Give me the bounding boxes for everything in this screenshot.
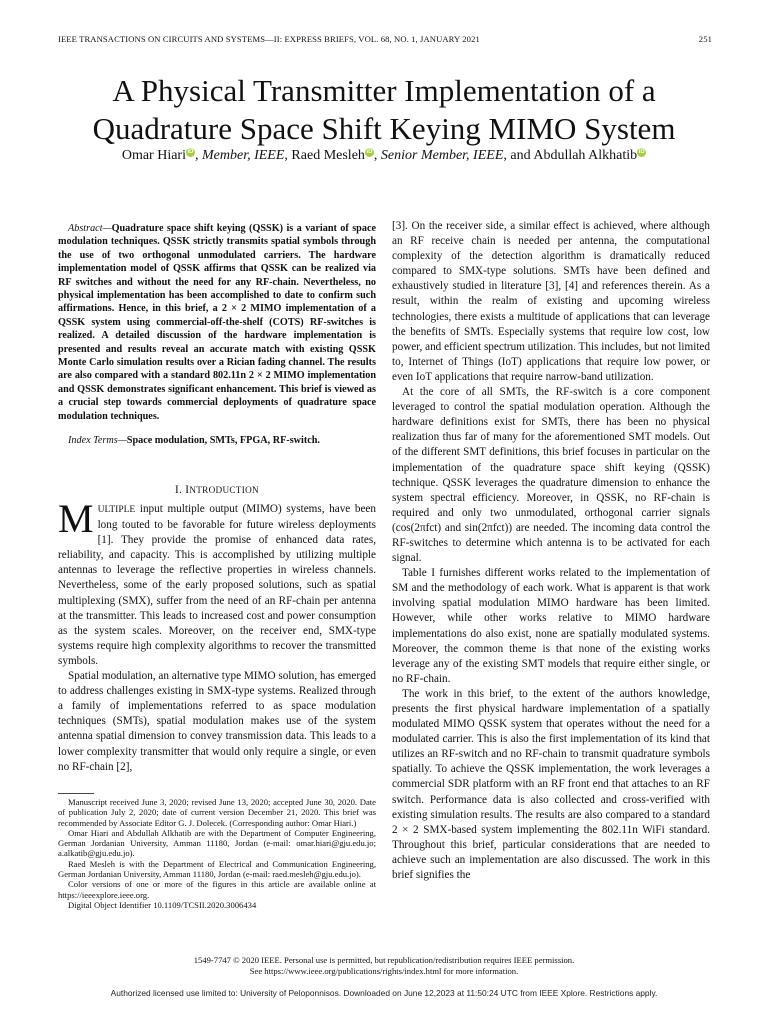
footnote-color: Color versions of one or more of the figures in this article are available online at https://ieeexplore.ieee.org. <box>58 879 376 900</box>
author-2-role: Senior Member, IEEE <box>380 148 504 163</box>
footnote-affiliation-2: Raed Mesleh is with the Department of Electrical and Communication Engineering, German Jordanian University, Amman 11180, Jordan (e-mail: raed.mesleh@gju.edu.jo). <box>58 858 376 880</box>
right-paragraph-4: The work in this brief, to the extent of the authors knowledge, presents the first physical hardware implementation of a spatially modulated MIMO QSSK system that operates without the need for a modulated carrier. This is also the first implementation of its kind that utilizes an RF-switch and no RF-chain to transmit quadrature symbols spatially. To achieve the QSSK implementation, the work leverages a commercial SDR platform with an RF front end that attaches to an RF switch. Performance data is also collected and cross-verified with existing simulation results. The results are also compared to a standard 2 × 2 SMX-based system implementing the 802.11n WiFi standard. Throughout this brief, particular considerations that are needed to achieve such an implementation are also discussed. The work in this brief signifies the <box>392 687 710 882</box>
paper-title <box>40 72 728 148</box>
footnote-rule <box>58 793 94 794</box>
running-header <box>58 34 712 48</box>
title-line-1: A Physical Transmitter Implementation of a <box>112 73 656 108</box>
intro-paragraph-2: Spatial modulation, an alternative type MIMO solution, has emerged to address challenges existing in SMX-type systems. Realized through a family of implementations referred to as space modulation techniques (SMTs), spatial modulation makes use of the system antenna spatial dimension to convey transmission data. This leads to a lower complexity transmitter that would only require a single, or even no RF-chain [2], <box>58 670 377 773</box>
index-terms <box>58 434 376 447</box>
footnote-affiliation-1: Omar Hiari and Abdullah Alkhatib are with the Department of Computer Engineering, German Jordanian University, Amman 11180, Jordan (e-mail: omar.hiari@gju.edu.jo; a.alkatib@gju.edu.jo). <box>58 827 376 859</box>
separator: , <box>373 148 381 163</box>
footnote-manuscript: Manuscript received June 3, 2020; revised June 13, 2020; accepted June 30, 2020. Date of publication July 2, 2020; date of current version December 21, 2020. This brief was recommended by Associate Editor G. J. Dolecek. (Corresponding author: Omar Hiari.) <box>58 797 376 828</box>
author-1: Omar Hiari <box>121 148 186 163</box>
author-2: Raed Mesleh <box>291 148 365 163</box>
author-3: Abdullah Alkhatib <box>533 148 638 163</box>
drop-cap: M <box>58 496 94 541</box>
abstract <box>58 222 376 423</box>
page-number: 251 <box>698 34 712 44</box>
right-paragraph-1: [3]. On the receiver side, a similar effect is achieved, where although an RF receive chain is needed per antenna, the computational complexity of the detection algorithm is dramatically reduced compared to SMX-type solutions. SMTs have been defined and exhaustively studied in literature [3], [4] and references therein. As a result, within the realm of existing and upcoming wireless technologies, there exists a multitude of applications that can leverage the benefits of SMTs. Especially systems that require low cost, low power, and efficient spectrum utilization. This includes, but not limited to, Internet of Things (IoT) applications that require low power, or even IoT applications that require narrow-band utilization. <box>392 220 710 383</box>
orcid-icon[interactable]: iD <box>638 149 645 156</box>
copyright-line-2: See https://www.ieee.org/publications/rights/index.html for more information. <box>249 966 519 976</box>
right-paragraph-2: At the core of all SMTs, the RF-switch is a core component leveraged to control the spatial modulation operation. Although the hardware definitions exist for SMTs, there has been no physical realization thus far of many for the aforementioned SMT models. Out of the different SMT definitions, this brief focuses in particular on the implementation of the quadrature space shift keying (QSSK) technique. QSSK leverages the quadrature dimension to enhance the system spectral efficiency. Moreover, in QSSK, no RF-chain is required and only two unmodulated, orthogonal carrier signals (cos(2πfct) and sin(2πfct)) are needed. The incoming data control the RF-switches to determine which antenna is to be activated for each signal. <box>392 386 710 565</box>
separator: , and <box>503 148 534 163</box>
abstract-text: Quadrature space shift keying (QSSK) is a variant of space modulation techniques. QSSK strictly transmits spatial symbols through the use of two orthogonal unmodulated carriers. The hardware implementation model of QSSK affirms that QSSK can be realized via RF switches and without the need for any RF-chain. Nevertheless, no physical implementation has been accomplished to date to confirm such affirmations. Hence, in this brief, a 2 × 2 MIMO implementation of a QSSK system using commercial-off-the-shelf (COTS) RF-switches is realized. A detailed discussion of the hardware implementation is presented and results reveal an accurate match with existing QSSK Monte Carlo simulation results over a Rician fading channel. The results are also compared with a standard 802.11n 2 × 2 MIMO implementation and QSSK demonstrates significant enhancement. This brief is viewed as a crucial step towards commercial deployments of quadrature space modulation techniques. <box>58 223 376 422</box>
author-1-role: Member, IEEE <box>202 148 285 163</box>
copyright-notice <box>0 955 768 977</box>
index-terms-paragraph <box>58 434 376 447</box>
footnote-doi: Digital Object Identifier 10.1109/TCSII.2020.3006434 <box>68 899 257 910</box>
intro-paragraph-1 <box>58 496 376 669</box>
abstract-paragraph <box>58 222 376 423</box>
separator: , <box>195 148 202 163</box>
intro-lead: ULTIPLE <box>97 505 136 515</box>
section-numeral: I. <box>175 484 183 496</box>
separator: , <box>284 148 292 163</box>
title-line-2: Quadrature Space Shift Keying MIMO System <box>92 111 676 146</box>
index-terms-text: Space modulation, SMTs, FPGA, RF-switch. <box>126 435 320 446</box>
introduction-body <box>58 496 377 775</box>
section-heading <box>58 484 376 496</box>
journal-header: IEEE TRANSACTIONS ON CIRCUITS AND SYSTEMS—II: EXPRESS BRIEFS, VOL. 68, NO. 1, JANUARY 2021 <box>58 34 480 44</box>
index-terms-label: Index Terms— <box>68 435 127 446</box>
section-first-letter: I <box>185 484 190 496</box>
section-title-rest: NTRODUCTION <box>189 485 259 495</box>
license-notice: Authorized licensed use limited to: University of Peloponnisos. Downloaded on June 12,2023 at 11:50:24 UTC from IEEE Xplore. Restrictions apply. <box>110 988 658 998</box>
orcid-icon[interactable]: iD <box>366 149 373 156</box>
footnotes <box>58 797 376 910</box>
abstract-label: Abstract— <box>68 223 112 234</box>
orcid-icon[interactable]: iD <box>187 149 194 156</box>
right-paragraph-3: Table I furnishes different works related to the implementation of SM and the methodology of each work. What is apparent is that work involving spatial modulation MIMO hardware has been limited. However, while other works relative to MIMO hardware implementations do also exist, none are spatially modulated systems. Moreover, the common theme is that none of the existing works leverage any of the existing SMT models that require either single, or no RF-chain. <box>392 567 710 685</box>
copyright-line-1: 1549-7747 © 2020 IEEE. Personal use is permitted, but republication/redistribution requires IEEE permission. <box>193 955 575 965</box>
right-column <box>392 219 710 883</box>
intro-text-1: input multiple output (MIMO) systems, have been long touted to be favorable for future wireless deployments [1]. They provide the promise of enhanced data rates, reliability, and capacity. This is accomplished by utilizing multiple antennas to leverage the reflective properties in wireless channels. Nevertheless, some of the early proposed solutions, such as spatial multiplexing (SMX), suffer from the need of an RF-chain per antenna at the transmitter. This leads to increased cost and power consumption as the system scales. Moreover, on the receiver end, SMX-type systems require high complexity algorithms to recover the transmitted symbols. <box>58 503 376 667</box>
author-line <box>40 148 728 164</box>
